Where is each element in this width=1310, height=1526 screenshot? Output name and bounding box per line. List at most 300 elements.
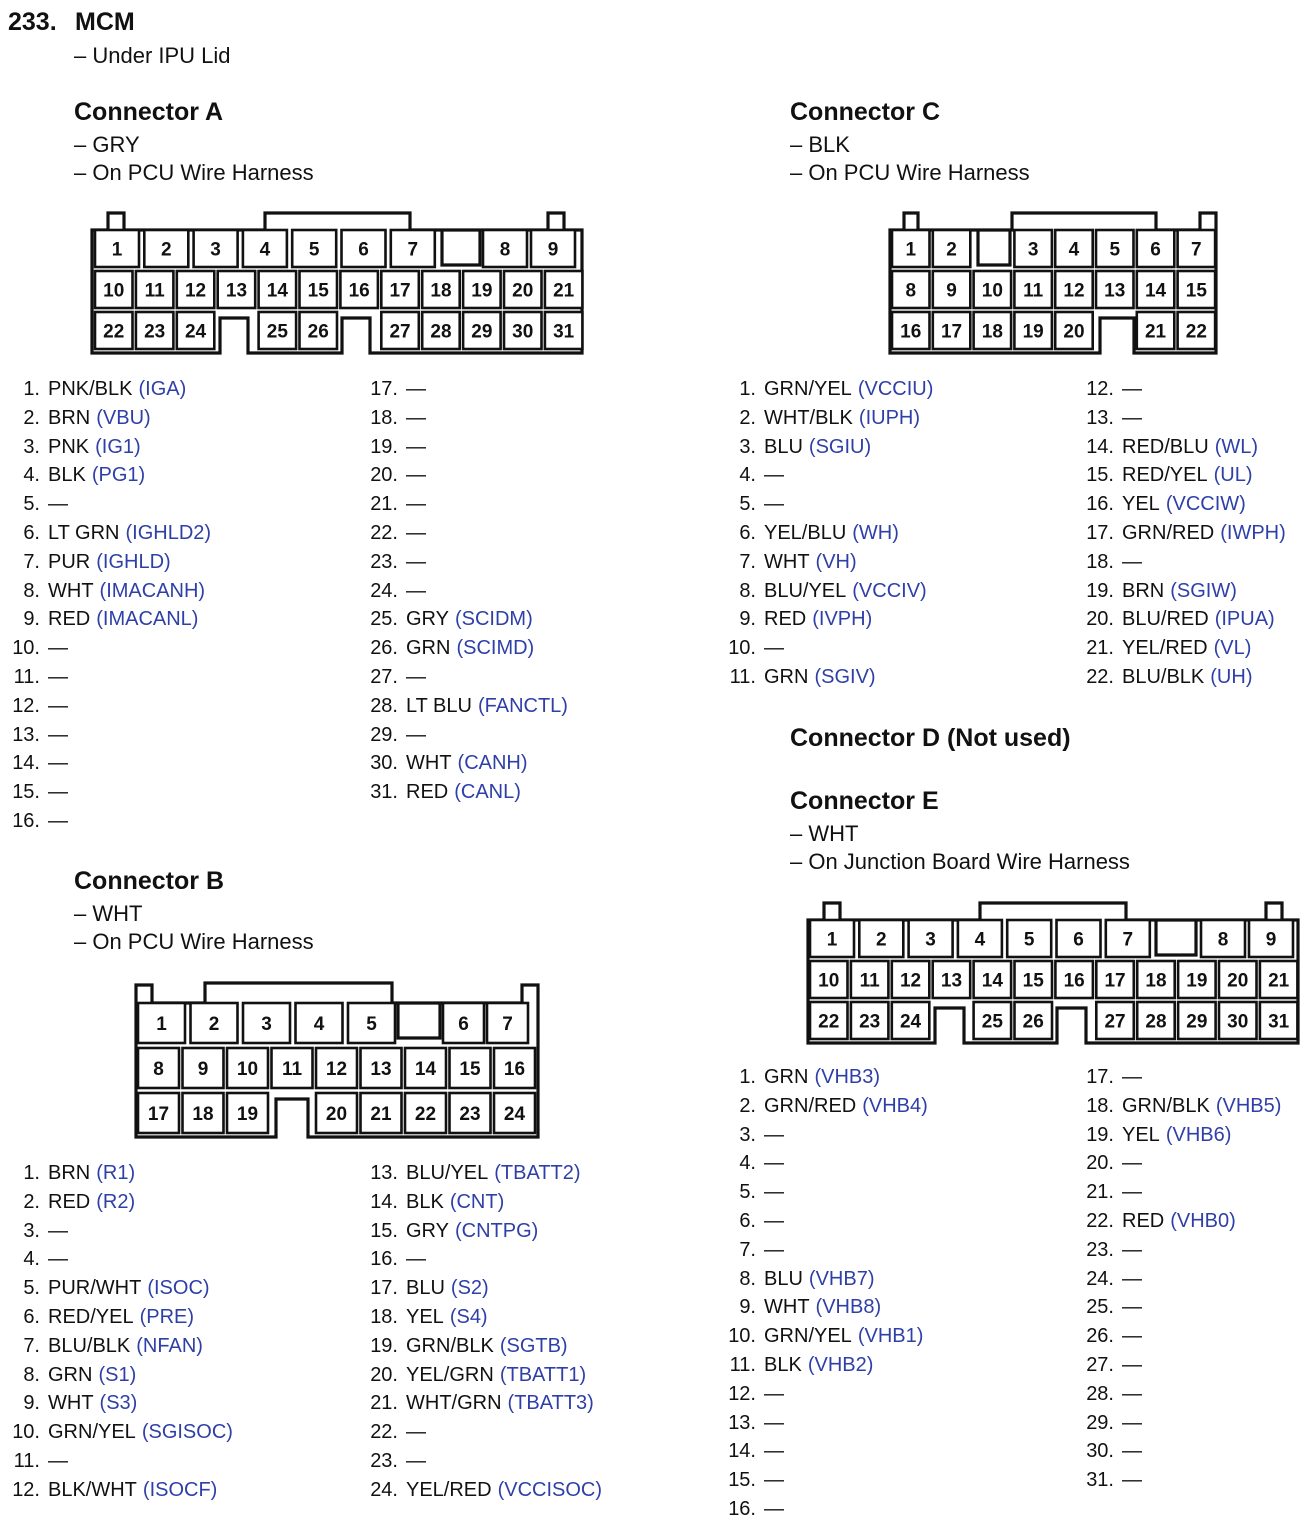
pin-number: 16. <box>370 1248 398 1271</box>
pin-row <box>716 1063 928 1092</box>
pin-number: 13. <box>370 1162 398 1184</box>
cavity-number: 22 <box>1185 321 1207 343</box>
signal-name: (VHB1) <box>857 1325 924 1348</box>
pin-number: 16. <box>728 1497 756 1520</box>
connector-c-face-diagram <box>880 205 1230 365</box>
cavity-number: 18 <box>1145 970 1167 992</box>
wire-color: GRN/YEL <box>764 378 852 400</box>
wire-color: RED <box>406 781 449 804</box>
cavity-number: 19 <box>1186 970 1208 992</box>
pin-number: 3. <box>23 435 40 458</box>
pin-row <box>716 1380 928 1409</box>
cavity-number: 8 <box>499 239 511 261</box>
pin-number: 16. <box>1086 493 1114 516</box>
pin-row <box>1074 375 1286 404</box>
cavity-number: 30 <box>512 321 534 343</box>
cavity-number: 3 <box>261 1014 272 1035</box>
signal-name: (IPUA) <box>1214 608 1275 631</box>
pin-number: 7. <box>739 550 756 573</box>
pin-number: 9. <box>23 1392 40 1415</box>
signal-name: (WH) <box>852 521 899 544</box>
signal-name: (PRE) <box>139 1305 195 1328</box>
cavity-number: 8 <box>905 280 917 302</box>
cavity-number: 12 <box>325 1059 348 1080</box>
cavity-number: 2 <box>208 1014 220 1035</box>
wire-color: — <box>48 1248 68 1271</box>
wire-color: — <box>1122 1181 1142 1204</box>
pin-row <box>0 1188 233 1217</box>
pin-row <box>1074 1178 1281 1207</box>
signal-name: (S3) <box>99 1392 138 1415</box>
wire-color: — <box>48 809 68 832</box>
pin-number: 19. <box>370 1334 398 1357</box>
wire-color: — <box>764 1238 784 1261</box>
signal-name: (R2) <box>96 1190 136 1213</box>
pin-number: 14. <box>370 1190 398 1213</box>
wire-color: — <box>48 665 68 688</box>
pin-row <box>358 519 568 548</box>
wire-color: — <box>764 1411 784 1434</box>
signal-name: (TBATT3) <box>507 1392 594 1415</box>
pin-row <box>716 1236 928 1265</box>
signal-name: (VHB3) <box>814 1066 881 1088</box>
cavity-number: 24 <box>899 1011 922 1033</box>
cavity-number: 16 <box>900 321 922 343</box>
cavity-number: 21 <box>553 280 575 302</box>
cavity-number: 7 <box>502 1014 513 1035</box>
pin-row <box>358 1332 602 1361</box>
pin-row <box>716 519 933 548</box>
signal-name: (SGIV) <box>814 665 876 688</box>
cavity-number: 13 <box>370 1059 392 1080</box>
signal-name: (VCCIU) <box>857 378 934 400</box>
wire-color: — <box>406 1421 426 1444</box>
wire-color: PNK/BLK <box>48 378 133 400</box>
pin-row <box>1074 433 1286 462</box>
wire-color: — <box>1122 1353 1142 1376</box>
pin-row <box>716 1178 928 1207</box>
pin-number: 29. <box>1086 1411 1114 1434</box>
cavity-number: 20 <box>1227 970 1249 992</box>
pin-number: 23. <box>370 1449 398 1472</box>
pin-number: 8. <box>23 1363 40 1386</box>
wire-color: — <box>406 1248 426 1271</box>
cavity-number: 10 <box>981 280 1003 302</box>
pin-number: 18. <box>370 1305 398 1328</box>
pin-number: 9. <box>23 608 40 631</box>
pin-number: 14. <box>728 1440 756 1463</box>
pin-row <box>1074 1322 1281 1351</box>
signal-name: (IMACANL) <box>96 608 199 631</box>
pin-number: 10. <box>12 637 40 660</box>
cavity-number: 9 <box>197 1059 209 1080</box>
pin-number: 20. <box>1086 608 1114 631</box>
cavity-number: 4 <box>1068 239 1080 261</box>
signal-name: (IWPH) <box>1220 521 1286 544</box>
wire-color: — <box>48 1219 68 1242</box>
signal-name: (FANCTL) <box>477 694 568 717</box>
cavity-number: 27 <box>1104 1011 1126 1033</box>
pin-row <box>358 605 568 634</box>
pin-row <box>716 404 933 433</box>
pin-row <box>1074 1293 1281 1322</box>
cavity-number: 11 <box>1023 280 1044 302</box>
signal-name: (TBATT2) <box>494 1162 581 1184</box>
wire-color: BLK/WHT <box>48 1478 137 1501</box>
pin-number: 11. <box>729 665 756 688</box>
pin-number: 13. <box>12 723 40 746</box>
pin-number: 9. <box>739 1296 756 1319</box>
pin-row <box>0 1361 233 1390</box>
signal-name: (UL) <box>1213 464 1253 487</box>
wire-color: GRN/YEL <box>764 1325 852 1348</box>
cavity-number: 21 <box>370 1104 392 1125</box>
pin-number: 22. <box>1086 1209 1114 1232</box>
pin-row <box>716 1351 928 1380</box>
pin-number: 30. <box>370 752 398 775</box>
wire-color: YEL/RED <box>406 1478 492 1501</box>
cavity-number: 5 <box>366 1014 377 1035</box>
pin-row <box>1074 1207 1281 1236</box>
wire-color: — <box>406 723 426 746</box>
wire-color: BLU <box>764 435 803 458</box>
pin-number: 5. <box>23 1277 40 1300</box>
signal-name: (ISOC) <box>147 1277 210 1300</box>
cavity-number: 7 <box>1191 239 1202 261</box>
cavity-number: 12 <box>1063 280 1085 302</box>
pin-row <box>0 461 211 490</box>
pin-row <box>358 461 568 490</box>
pin-row <box>1074 548 1286 577</box>
wire-color: PUR/WHT <box>48 1277 142 1300</box>
signal-name: (IVPH) <box>812 608 873 631</box>
pin-row <box>0 605 211 634</box>
signal-name: (SGIU) <box>808 435 872 458</box>
pin-row <box>358 1303 602 1332</box>
cavity-number: 31 <box>1268 1011 1290 1033</box>
pin-row <box>716 1293 928 1322</box>
pin-row <box>358 1217 602 1246</box>
wire-color: — <box>48 1449 68 1472</box>
pin-row <box>0 721 211 750</box>
signal-name: (SGISOC) <box>141 1421 233 1444</box>
wire-color: — <box>48 781 68 804</box>
pin-number: 5. <box>739 493 756 516</box>
wire-color: WHT/BLK <box>764 406 853 429</box>
cavity-number: 19 <box>236 1104 259 1125</box>
pin-row <box>1074 490 1286 519</box>
cavity-number: 4 <box>313 1014 325 1035</box>
cavity-number: 8 <box>153 1059 164 1080</box>
pin-row <box>358 1159 602 1188</box>
wire-color: BLU/BLK <box>48 1334 131 1357</box>
cavity-number: 7 <box>407 239 419 261</box>
pin-row <box>0 1332 233 1361</box>
pin-number: 3. <box>739 1123 756 1146</box>
wire-color: RED/BLU <box>1122 435 1209 458</box>
pin-row <box>716 375 933 404</box>
pin-row <box>358 404 568 433</box>
pin-number: 2. <box>739 406 756 429</box>
pin-row <box>1074 634 1286 663</box>
wire-color: LT GRN <box>48 521 120 544</box>
wire-color: GRN/BLK <box>1122 1094 1210 1117</box>
cavity-number: 18 <box>430 280 452 302</box>
cavity-number: 8 <box>1217 929 1229 951</box>
pin-row <box>0 692 211 721</box>
signal-name: (ISOCF) <box>142 1478 218 1501</box>
connector-a-color: – GRY <box>74 132 140 157</box>
pin-row <box>716 1092 928 1121</box>
pin-row <box>1074 519 1286 548</box>
pin-number: 4. <box>23 464 40 487</box>
pin-row <box>0 778 211 807</box>
pin-number: 25. <box>1086 1296 1114 1319</box>
pin-row <box>0 375 211 404</box>
wire-color: YEL/BLU <box>764 521 847 544</box>
pin-row <box>358 1418 602 1447</box>
pin-row <box>716 1437 928 1466</box>
wire-color: RED <box>48 608 91 631</box>
cavity-number: 10 <box>236 1059 259 1080</box>
cavity-number: 15 <box>459 1059 481 1080</box>
connector-a-face-diagram <box>80 205 600 365</box>
wire-color: RED/YEL <box>1122 464 1208 487</box>
pin-row <box>358 1447 602 1476</box>
cavity-number: 25 <box>266 321 288 343</box>
wire-color: RED <box>48 1190 91 1213</box>
cavity-number: 17 <box>147 1104 170 1125</box>
cavity-number: 7 <box>1122 929 1134 951</box>
wire-color: RED <box>764 608 807 631</box>
wire-color: GRN <box>764 665 809 688</box>
connector-a-pin-list-left <box>0 375 211 836</box>
cavity-number: 27 <box>389 321 411 343</box>
cavity-number: 12 <box>184 280 207 302</box>
cavity-number: 31 <box>553 321 575 343</box>
cavity-number: 29 <box>471 321 493 343</box>
cavity-number: 16 <box>348 280 370 302</box>
cavity-number: 13 <box>225 280 248 302</box>
pin-number: 11. <box>13 1449 40 1472</box>
wire-color: PNK <box>48 435 90 458</box>
pin-number: 22. <box>370 521 398 544</box>
wire-color: — <box>764 1497 784 1520</box>
cavity-number: 18 <box>981 321 1003 343</box>
pin-number: 3. <box>739 435 756 458</box>
connector-c-color: – BLK <box>790 132 850 157</box>
cavity-number: 15 <box>1022 970 1044 992</box>
cavity-number: 15 <box>1185 280 1207 302</box>
signal-name: (VHB5) <box>1215 1094 1282 1117</box>
cavity-number: 11 <box>281 1059 303 1080</box>
doc-number: 233. <box>8 8 57 36</box>
pin-number: 6. <box>739 1209 756 1232</box>
cavity-number: 23 <box>859 1011 881 1033</box>
pin-row <box>358 490 568 519</box>
pin-row <box>1074 1409 1281 1438</box>
signal-name: (VHB0) <box>1170 1209 1236 1232</box>
pin-number: 21. <box>1086 1181 1114 1204</box>
signal-name: (SCIDM) <box>454 608 533 631</box>
cavity-number: 1 <box>826 929 838 951</box>
wire-color: GRN/BLK <box>406 1334 494 1357</box>
pin-number: 2. <box>739 1094 756 1117</box>
cavity-number: 6 <box>358 239 369 261</box>
pin-row <box>358 1361 602 1390</box>
cavity-number: 24 <box>184 321 207 343</box>
cavity-number: 9 <box>547 239 559 261</box>
cavity-number: 6 <box>458 1014 469 1035</box>
cavity-number: 2 <box>876 929 887 951</box>
pin-number: 19. <box>1086 579 1114 602</box>
wire-color: — <box>764 1440 784 1463</box>
cavity-number: 18 <box>192 1104 214 1125</box>
pin-number: 22. <box>370 1421 398 1444</box>
wire-color: BLK <box>406 1190 444 1213</box>
wire-color: LT BLU <box>406 694 472 717</box>
signal-name: (R1) <box>96 1162 136 1184</box>
pin-number: 6. <box>23 1305 40 1328</box>
pin-row <box>716 433 933 462</box>
wire-color: — <box>1122 1296 1142 1319</box>
pin-number: 6. <box>23 521 40 544</box>
wire-color: YEL/GRN <box>406 1363 494 1386</box>
cavity-number: 5 <box>1109 239 1121 261</box>
pin-row <box>1074 461 1286 490</box>
connector-a-pin-list-right <box>358 375 568 807</box>
wire-color: BLU/YEL <box>406 1162 489 1184</box>
wire-color: GRN/YEL <box>48 1421 136 1444</box>
signal-name: (VHB6) <box>1165 1123 1232 1146</box>
wire-color: — <box>406 493 426 516</box>
cavity-number: 13 <box>940 970 963 992</box>
pin-number: 2. <box>23 1190 40 1213</box>
wire-color: — <box>1122 1325 1142 1348</box>
pin-number: 11. <box>13 665 40 688</box>
connector-b-harness: – On PCU Wire Harness <box>74 929 314 954</box>
pin-row <box>0 634 211 663</box>
pin-number: 12. <box>1086 378 1114 400</box>
pin-number: 15. <box>370 1219 398 1242</box>
pin-row <box>716 1322 928 1351</box>
signal-name: (SCIMD) <box>456 637 535 660</box>
pin-number: 24. <box>370 579 398 602</box>
pin-row <box>716 577 933 606</box>
pin-number: 22. <box>1086 665 1114 688</box>
doc-location: – Under IPU Lid <box>74 43 231 68</box>
pin-row <box>358 375 568 404</box>
pin-row <box>716 461 933 490</box>
pin-row <box>0 1159 233 1188</box>
pin-number: 6. <box>739 521 756 544</box>
pin-row <box>0 433 211 462</box>
connector-e-face-diagram <box>798 895 1310 1055</box>
connector-e-harness: – On Junction Board Wire Harness <box>790 849 1130 874</box>
pin-number: 11. <box>729 1353 756 1376</box>
cavity-number: 1 <box>111 239 123 261</box>
wire-color: — <box>764 1209 784 1232</box>
wire-color: YEL/RED <box>1122 637 1208 660</box>
signal-name: (CANH) <box>457 752 528 775</box>
wire-color: BLU <box>406 1277 445 1300</box>
pin-number: 28. <box>370 694 398 717</box>
pin-number: 18. <box>1086 550 1114 573</box>
cavity-number: 11 <box>144 280 165 302</box>
signal-name: (SGTB) <box>499 1334 568 1357</box>
signal-name: (S4) <box>449 1305 488 1328</box>
signal-name: (VHB2) <box>807 1353 874 1376</box>
wire-color: YEL <box>406 1305 444 1328</box>
wire-color: — <box>406 406 426 429</box>
wire-color: BRN <box>1122 579 1165 602</box>
wire-color: — <box>406 665 426 688</box>
pin-number: 1. <box>23 378 40 400</box>
pin-row <box>716 634 933 663</box>
wire-color: — <box>48 637 68 660</box>
cavity-number: 1 <box>905 239 917 261</box>
pin-number: 21. <box>370 1392 398 1415</box>
cavity-number: 28 <box>430 321 452 343</box>
signal-name: (VBU) <box>96 406 151 429</box>
cavity-number: 9 <box>946 280 957 302</box>
cavity-number: 20 <box>325 1104 348 1125</box>
wire-color: BRN <box>48 1162 91 1184</box>
connector-b-pin-list-right <box>358 1159 602 1505</box>
pin-row <box>358 1476 602 1505</box>
wire-color: — <box>406 464 426 487</box>
connector-b-title: Connector B <box>74 867 224 895</box>
pin-row <box>0 663 211 692</box>
cavity-number: 22 <box>103 321 125 343</box>
pin-row <box>0 577 211 606</box>
pin-row <box>0 1303 233 1332</box>
wire-color: GRN <box>48 1363 93 1386</box>
pin-number: 26. <box>1086 1325 1114 1348</box>
connector-d-title: Connector D (Not used) <box>790 724 1071 752</box>
cavity-number: 22 <box>414 1104 437 1125</box>
signal-name: (VHB7) <box>808 1267 875 1290</box>
connector-a-title: Connector A <box>74 98 224 126</box>
connector-b-face-diagram <box>130 975 550 1145</box>
pin-number: 15. <box>1086 464 1114 487</box>
pin-number: 27. <box>1086 1353 1114 1376</box>
cavity-number: 17 <box>940 321 963 343</box>
pin-number: 8. <box>23 579 40 602</box>
signal-name: (VCCIW) <box>1165 493 1246 516</box>
wire-color: — <box>1122 1382 1142 1405</box>
pin-row <box>716 548 933 577</box>
pin-number: 1. <box>739 1066 756 1088</box>
pin-number: 19. <box>1086 1123 1114 1146</box>
pin-number: 18. <box>370 406 398 429</box>
pin-number: 7. <box>739 1238 756 1261</box>
wire-color: WHT <box>48 579 94 602</box>
pin-row <box>358 663 568 692</box>
pin-number: 18. <box>1086 1094 1114 1117</box>
wire-color: BLU/RED <box>1122 608 1209 631</box>
signal-name: (UH) <box>1210 665 1253 688</box>
wire-color: WHT <box>48 1392 94 1415</box>
cavity-number: 12 <box>899 970 922 992</box>
pin-row <box>1074 663 1286 692</box>
pin-row <box>1074 1121 1281 1150</box>
cavity-number: 14 <box>1144 280 1167 302</box>
wire-color: — <box>764 1152 784 1175</box>
pin-row <box>716 1149 928 1178</box>
connector-c-pin-list-left <box>716 375 933 692</box>
connector-e-color: – WHT <box>790 821 859 846</box>
